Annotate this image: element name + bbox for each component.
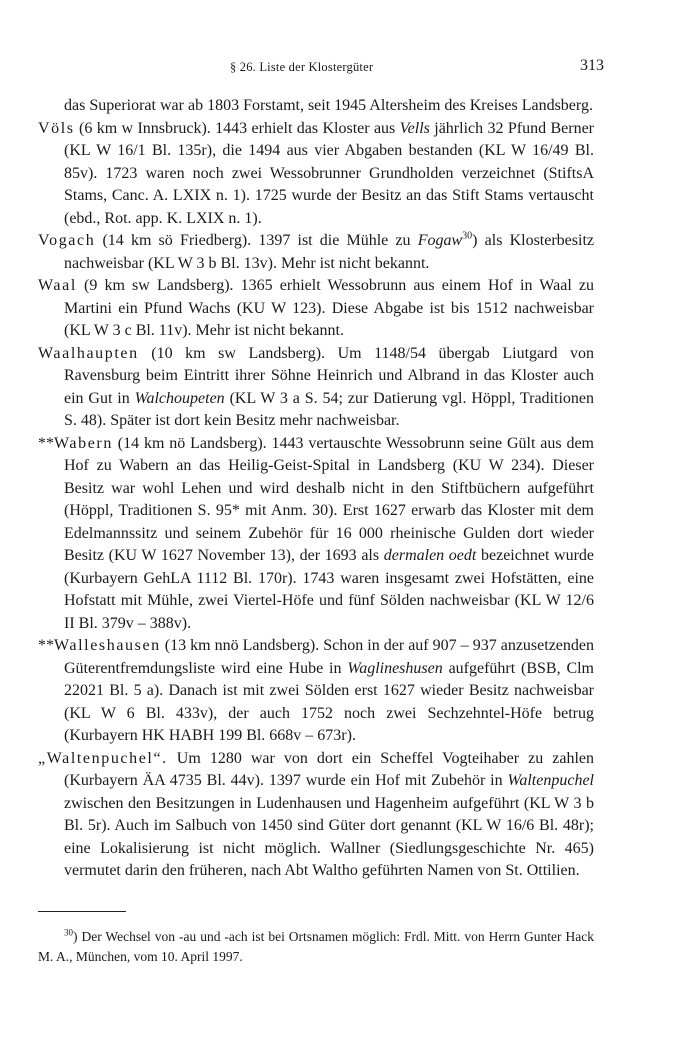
entry-italic: dermalen oedt [383,547,477,564]
entry-text: das Superiorat war ab 1803 Forstamt, seit 1945 Altersheim des Kreises Landsberg. [64,97,593,114]
entry-head: Walleshausen [54,637,161,654]
entry-marker: ** [38,434,54,452]
entry-italic: Waltenpuchel [507,772,594,789]
entry-marker: ** [38,637,54,654]
entry-waalhaupten [38,343,594,433]
entry-italic: Vells [399,119,430,137]
entry-wabern [38,433,594,636]
page-number: 313 [580,57,604,74]
footnote-reference[interactable]: 30 [462,230,473,242]
footnote-divider [38,911,126,912]
entry-text: (6 km w Innsbruck). 1443 erhielt das Kloster aus [74,119,400,137]
running-head: § 26. Liste der Klostergüter [230,60,374,74]
entry-text-2: (KL W 3 a S. 54; zur Datierung vgl. Höppl, Traditionen S. 48). Später ist dort kein Besitz mehr nachweisbar. [64,389,594,429]
entry-text: (13 km nnö Landsberg). Schon in der auf 907 – 937 anzusetzenden Güterentfremdungsliste wird eine Hube in [64,637,594,677]
footnote [38,927,594,967]
entry-head: Vogach [38,232,96,249]
entry-waltenpuchel [38,748,594,883]
footnote-text: ) Der Wechsel von -au und -ach ist bei Ortsnamen möglich: Frdl. Mitt. von Herrn Gunter Hack M. A., München, vom 10. April 1997. [38,929,594,964]
entry-italic: Walchoupeten [134,389,225,407]
entry-head: Waalhaupten [38,344,139,362]
entry-head: Völs [38,119,75,137]
entry-text: (14 km sö Friedberg). 1397 ist die Mühle zu [95,232,418,249]
entry-text-2: ) als Klosterbesitz nachweisbar (KL W 3 b Bl. 13v). Mehr ist nicht bekannt. [64,232,595,272]
entry-vogach [38,230,594,275]
entry-text-2: aufgeführt (BSB, Clm 22021 Bl. 5 a). Danach ist mit zwei Sölden erst 1627 wieder Besitz nachweisbar (KL W 6 Bl. 433v), der auch 1752 noch zwei Sechzehntel-Höfe betrug (Kurbayern HK HABH 199 Bl. 668v – 673r). [64,659,595,744]
entry-text: (14 km nö Landsberg). 1443 vertauschte Wessobrunn seine Gült aus dem Hof zu Wabern an das Heilig-Geist-Spital in Landsberg (KU W 234). Dieser Besitz war wohl Lehen und wird deshalb nicht in den Stiftbüchern aufgeführt (Höppl, Traditionen S. 95* mit Anm. 30). Erst 1627 erwarb das Kloster mit dem Edelmannssitz und seinem Zubehör für 16 000 rheinische Gulden dort wieder Besitz (KU W 1627 November 13), der 1693 als [64,434,594,564]
entry-text-2: bezeichnet wurde (Kurbayern GehLA 1112 Bl. 170r). 1743 waren insgesamt zwei Hofstätten, eine Hofstatt mit Mühle, zwei Viertel-Höfe und fünf Sölden nachweisbar (KL W 12/6 II Bl. 379v – 388v). [64,547,595,632]
entry-text: (10 km sw Landsberg). Um 1148/54 übergab Liutgard von Ravensburg beim Eintritt ihrer Söhne Heinrich und Albrand in das Kloster auch ein Gut in [64,344,594,407]
footnote-mark: 30 [64,927,73,938]
entry-text-2: zwischen den Besitzungen in Ludenhausen und Hagenheim aufgeführt (KL W 3 b Bl. 5r). Auch im Salbuch von 1450 sind Güter dort genannt (KL W 16/6 Bl. 48r); eine Lokalisierung ist nicht möglich. Wallner (Siedlungsgeschichte Nr. 465) vermutet darin den früheren, nach Abt Waltho geführten Namen von St. Ottilien. [64,794,594,879]
entry-head: „Waltenpuchel“. [38,749,168,767]
entry-voels [38,118,594,231]
entry-head: Wabern [54,434,113,452]
entry-continuation [38,95,594,118]
entry-head: Waal [38,277,77,294]
entry-text: (9 km sw Landsberg). 1365 erhielt Wessobrunn aus einem Hof in Waal zu Martini ein Pfund Wachs (KU W 123). Diese Abgabe ist bis 1512 nachweisbar (KL W 3 c Bl. 11v). Mehr ist nicht bekannt. [64,277,594,339]
body-text [38,95,594,883]
entry-waal [38,275,594,343]
entry-italic: Waglineshusen [347,659,443,677]
entry-text: Um 1280 war von dort ein Scheffel Vogteihaber zu zahlen (Kurbayern ÄA 4735 Bl. 44v). 1397 wurde ein Hof mit Zubehör in [64,749,594,789]
entry-text-2: jährlich 32 Pfund Berner (KL W 16/1 Bl. 135r), die 1494 aus vier Abgaben bestanden (KL W 16/49 Bl. 85v). 1723 waren noch zwei Wessobrunner Grundholden verzeichnet (StiftsA Stams, Canc. A. LXIX n. 1). 1725 wurde der Besitz an das Stift Stams vertauscht (ebd., Rot. app. K. LXIX n. 1). [64,119,594,227]
entry-italic: Fogaw [417,232,463,249]
entry-walleshausen [38,635,594,748]
